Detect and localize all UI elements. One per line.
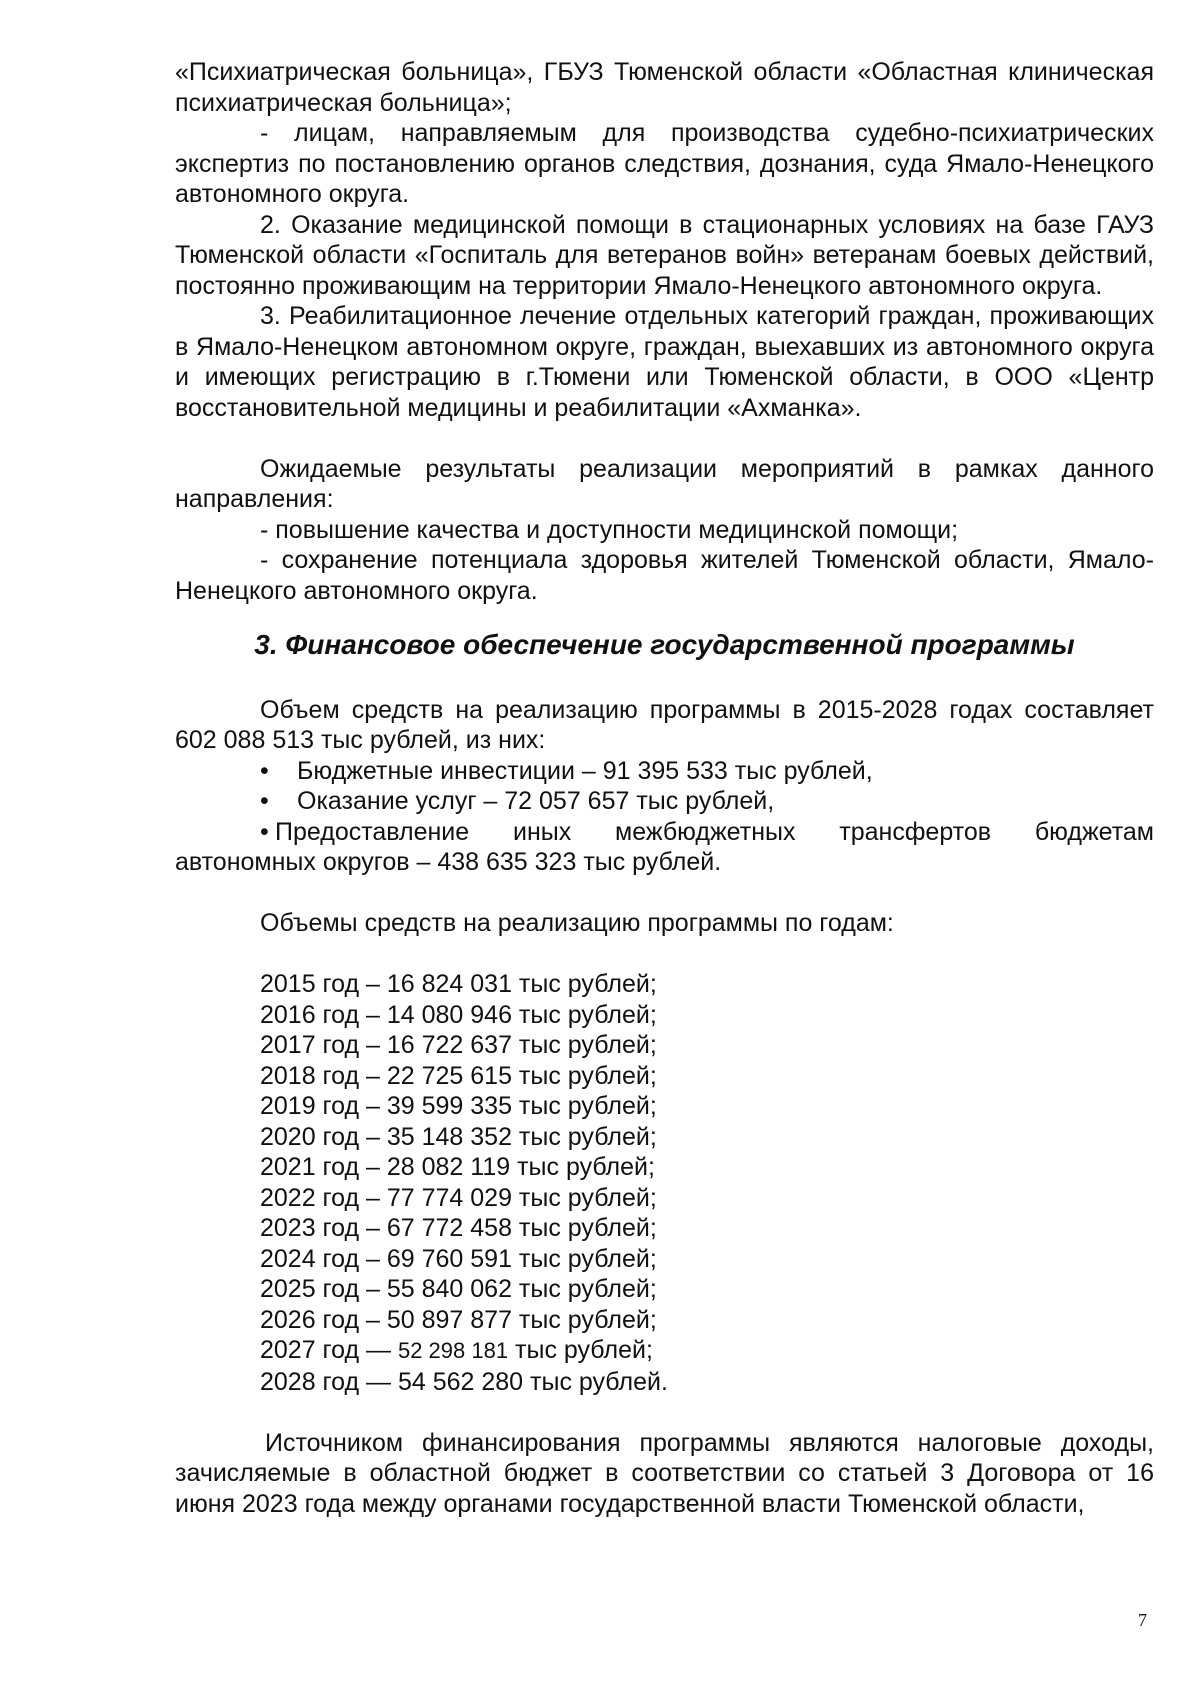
year-entry: 2018 год – 22 725 615 тыс рублей; [260, 1061, 657, 1090]
year-entry: 2021 год – 28 082 119 тыс рублей; [260, 1153, 655, 1181]
spacer [175, 606, 1154, 630]
bullet-text: Оказание услуг – 72 057 657 тыс рублей, [297, 787, 775, 815]
spacer [175, 423, 1154, 454]
year-entry: 2022 год – 77 774 029 тыс рублей; [260, 1183, 657, 1212]
year-2027-suffix: тыс рублей; [508, 1336, 653, 1364]
section-heading: 3. Финансовое обеспечение государственной программы [254, 629, 1075, 660]
paragraph-forensic-exams: - лицам, направляемым для производства судебно-психиатрических экспертиз по постановлению органов следствия, дознания, суда Ямало-Ненецкого автономного округа. [175, 119, 1154, 208]
bullet-item-investments [175, 756, 1154, 787]
bullet-item-services [175, 786, 1154, 817]
financing-intro: Объем средств на реализацию программы в 2015-2028 годах составляет 602 088 513 тыс рублей, из них: [175, 695, 1154, 754]
spacer [175, 878, 1154, 909]
results-item-quality: - повышение качества и доступности медицинской помощи; [260, 515, 959, 544]
year-2027-prefix: 2027 год — [260, 1336, 398, 1364]
bullet-text: Предоставление иных межбюджетных трансфертов бюджетам автономных округов – 438 635 323 тыс рублей. [175, 817, 1154, 876]
year-entry: 2024 год – 69 760 591 тыс рублей; [260, 1244, 657, 1273]
year-entry-2028: 2028 год — 54 562 280 тыс рублей. [260, 1367, 668, 1396]
year-entry: 2023 год – 67 772 458 тыс рублей; [260, 1214, 657, 1242]
page-number: 7 [1138, 1610, 1147, 1630]
funding-source-paragraph: Источником финансирования программы являются налоговые доходы, зачисляемые в областной бюджет в соответствии со статьей 3 Договора от 16 июня 2023 года между органами государственной власти Тюменской области, [175, 1428, 1154, 1518]
year-entry: 2020 год – 35 148 352 тыс рублей; [260, 1122, 657, 1151]
paragraph-rehabilitation: 3. Реабилитационное лечение отдельных категорий граждан, проживающих в Ямало-Ненецком автономном округе, граждан, выехавших из автономного округа и имеющих регистрацию в г.Тюмени или Тюменской области, в ООО «Центр восстановительной медицины и реабилитации «Ахманка». [175, 302, 1154, 422]
year-entry-2027 [175, 1335, 1154, 1367]
year-entry: 2026 год – 50 897 877 тыс рублей; [260, 1305, 657, 1334]
spacer [175, 939, 1154, 970]
year-entry: 2015 год – 16 824 031 тыс рублей; [260, 970, 657, 998]
results-intro: Ожидаемые результаты реализации мероприятий в рамках данного направления: [175, 454, 1154, 513]
bullet-item-transfers [175, 817, 1154, 878]
year-entry: 2025 год – 55 840 062 тыс рублей; [260, 1275, 657, 1303]
page-body [175, 57, 1154, 1519]
bullet-icon: • [260, 756, 269, 785]
yearly-amounts-list [175, 969, 1154, 1397]
spacer [175, 1397, 1154, 1428]
by-year-intro: Объемы средств на реализацию программы по годам: [260, 909, 894, 937]
year-2027-amount: 52 298 181 [397, 1338, 509, 1363]
year-entry: 2017 год – 16 722 637 тыс рублей; [260, 1031, 657, 1059]
year-entry: 2019 год – 39 599 335 тыс рублей; [260, 1092, 657, 1120]
results-item-health: - сохранение потенциала здоровья жителей Тюменской области, Ямало-Ненецкого автономного округа. [175, 546, 1154, 605]
bullet-icon: • [260, 787, 269, 815]
year-entry: 2016 год – 14 080 946 тыс рублей; [260, 1000, 657, 1029]
bullet-icon: • [260, 817, 269, 846]
spacer [175, 661, 1154, 695]
paragraph-hospital-names: «Психиатрическая больница», ГБУЗ Тюменской области «Областная клиническая психиатрическая больница»; [175, 58, 1154, 117]
paragraph-veterans-hospital: 2. Оказание медицинской помощи в стационарных условиях на базе ГАУЗ Тюменской области «Госпиталь для ветеранов войн» ветеранам боевых действий, постоянно проживающим на территории Ямало-Ненецкого автономного округа. [175, 210, 1154, 300]
bullet-text: Бюджетные инвестиции – 91 395 533 тыс рублей, [297, 756, 873, 785]
